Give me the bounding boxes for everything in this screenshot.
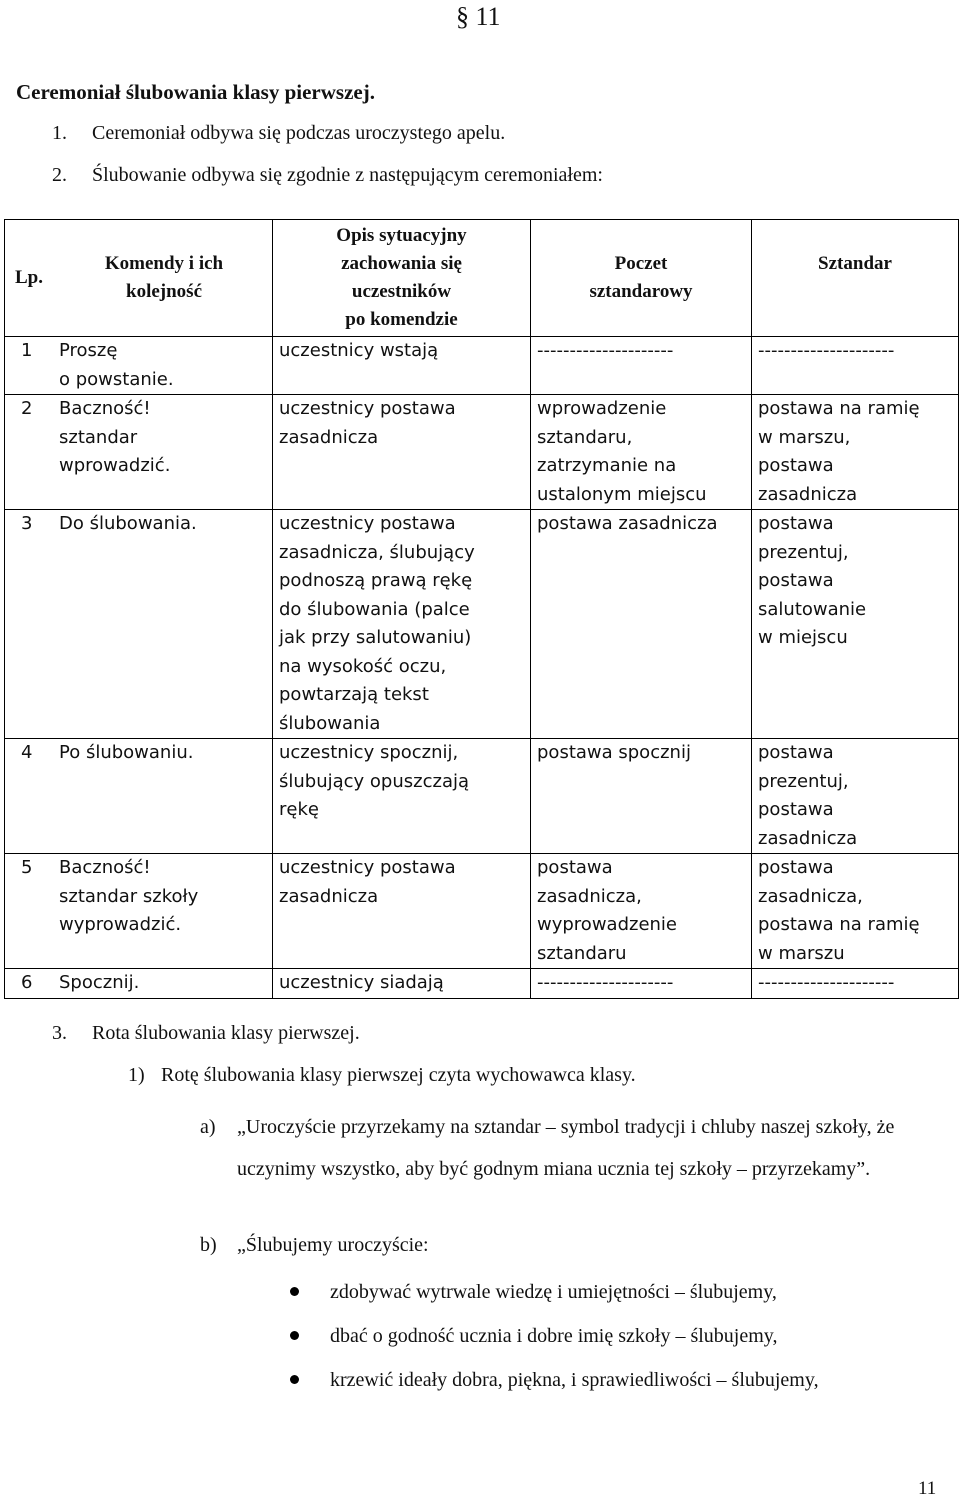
table-row xyxy=(5,337,959,395)
row-number: 4 xyxy=(21,742,33,763)
cell-opis: uczestnicy postawa zasadnicza xyxy=(273,395,531,510)
table-row xyxy=(5,854,959,969)
cell-opis: uczestnicy postawa zasadnicza xyxy=(273,854,531,969)
cell-sztandar: postawa prezentuj, postawa zasadnicza xyxy=(752,739,959,854)
cell-opis: uczestnicy siadają xyxy=(273,969,531,999)
row-number: 3 xyxy=(21,513,33,534)
bullet-icon xyxy=(290,1375,299,1384)
list-item xyxy=(290,1322,819,1366)
cell-opis: uczestnicy postawa zasadnicza, ślubujący podnoszą prawą rękę do ślubowania (palce jak przy salutowaniu) na wysokość oczu, powtarzają tekst ślubowania xyxy=(273,510,531,739)
cell-komenda xyxy=(5,510,273,739)
row-komenda: Proszę o powstanie. xyxy=(59,340,174,390)
cell-sztandar: postawa prezentuj, postawa salutowanie w miejscu xyxy=(752,510,959,739)
row-number: 1 xyxy=(21,340,33,361)
row-number: 5 xyxy=(21,857,33,878)
bullet-icon xyxy=(290,1331,299,1340)
intro-item-number: 2. xyxy=(52,164,67,186)
table-header-row xyxy=(5,220,959,337)
header-lp: Lp. xyxy=(15,267,43,288)
ceremony-table xyxy=(4,219,959,999)
cell-opis: uczestnicy spocznij, ślubujący opuszczają rękę xyxy=(273,739,531,854)
list-item xyxy=(290,1278,819,1322)
rota-subitem xyxy=(128,1064,636,1087)
cell-komenda xyxy=(5,739,273,854)
intro-item xyxy=(52,122,505,145)
table-row xyxy=(5,510,959,739)
oath-paragraph-b xyxy=(200,1234,429,1257)
document-title: Ceremoniał ślubowania klasy pierwszej. xyxy=(16,80,375,104)
oath-a-label: a) xyxy=(200,1116,216,1138)
rota-subitem-text: Rotę ślubowania klasy pierwszej czyta wychowawca klasy. xyxy=(161,1064,636,1086)
header-sztandar: Sztandar xyxy=(752,220,959,337)
rota-subitem-number: 1) xyxy=(128,1064,145,1086)
table-row xyxy=(5,969,959,999)
header-lp-komendy xyxy=(5,220,273,337)
row-number: 2 xyxy=(21,398,33,419)
list-item-text: krzewić ideały dobra, piękna, i sprawiedliwości – ślubujemy, xyxy=(330,1369,819,1391)
table-row xyxy=(5,739,959,854)
row-komenda: Do ślubowania. xyxy=(59,513,197,534)
cell-komenda xyxy=(5,395,273,510)
row-komenda: Baczność! sztandar wprowadzić. xyxy=(59,398,171,476)
oath-paragraph-a xyxy=(200,1106,950,1190)
rota-heading-number: 3. xyxy=(52,1022,67,1044)
cell-sztandar: postawa zasadnicza, postawa na ramię w marszu xyxy=(752,854,959,969)
section-mark: § 11 xyxy=(456,2,501,31)
cell-komenda xyxy=(5,969,273,999)
cell-sztandar: postawa na ramię w marszu, postawa zasadnicza xyxy=(752,395,959,510)
oath-bullet-list xyxy=(290,1278,819,1410)
cell-opis: uczestnicy wstają xyxy=(273,337,531,395)
intro-item-text: Ceremoniał odbywa się podczas uroczystego apelu. xyxy=(92,122,506,144)
header-komendy: Komendy i ich kolejność xyxy=(104,253,224,302)
row-komenda: Spocznij. xyxy=(59,972,140,993)
table-row xyxy=(5,395,959,510)
row-komenda: Baczność! sztandar szkoły wyprowadzić. xyxy=(59,857,199,935)
intro-item xyxy=(52,164,603,187)
intro-item-text: Ślubowanie odbywa się zgodnie z następującym ceremoniałem: xyxy=(92,164,603,186)
list-item xyxy=(290,1366,819,1410)
cell-sztandar: --------------------- xyxy=(752,337,959,395)
list-item-text: zdobywać wytrwale wiedzę i umiejętności – ślubujemy, xyxy=(330,1281,777,1303)
cell-komenda xyxy=(5,337,273,395)
oath-b-text: „Ślubujemy uroczyście: xyxy=(237,1234,429,1256)
row-number: 6 xyxy=(21,972,33,993)
cell-poczet: --------------------- xyxy=(531,969,752,999)
rota-heading xyxy=(52,1022,360,1045)
cell-poczet: postawa spocznij xyxy=(531,739,752,854)
header-poczet: Poczet sztandarowy xyxy=(531,220,752,337)
cell-poczet: postawa zasadnicza, wyprowadzenie sztandaru xyxy=(531,854,752,969)
row-komenda: Po ślubowaniu. xyxy=(59,742,194,763)
cell-komenda xyxy=(5,854,273,969)
bullet-icon xyxy=(290,1287,299,1296)
oath-a-text: „Uroczyście przyrzekamy na sztandar – symbol tradycji i chluby naszej szkoły, że uczynimy wszystko, aby być godnym miana ucznia tej szkoły – przyrzekamy”. xyxy=(237,1116,895,1180)
oath-b-label: b) xyxy=(200,1234,217,1256)
cell-sztandar: --------------------- xyxy=(752,969,959,999)
cell-poczet: postawa zasadnicza xyxy=(531,510,752,739)
intro-item-number: 1. xyxy=(52,122,67,144)
page-number: 11 xyxy=(918,1478,937,1499)
cell-poczet: --------------------- xyxy=(531,337,752,395)
rota-heading-text: Rota ślubowania klasy pierwszej. xyxy=(92,1022,360,1044)
header-opis: Opis sytuacyjny zachowania się uczestników po komendzie xyxy=(273,220,531,337)
cell-poczet: wprowadzenie sztandaru, zatrzymanie na ustalonym miejscu xyxy=(531,395,752,510)
list-item-text: dbać o godność ucznia i dobre imię szkoły – ślubujemy, xyxy=(330,1325,778,1347)
